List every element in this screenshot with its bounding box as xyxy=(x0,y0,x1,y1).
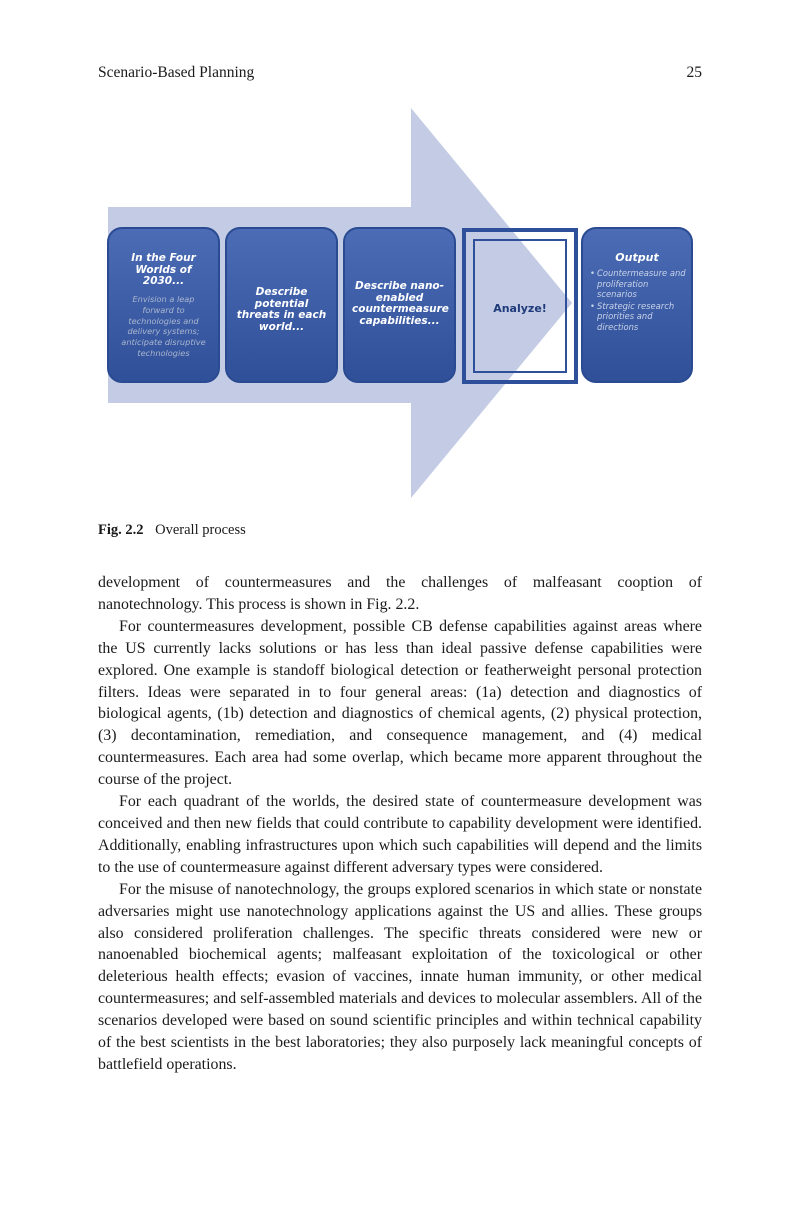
process-figure xyxy=(0,0,800,510)
analyze-label: Analyze! xyxy=(493,302,547,315)
paragraph: development of countermeasures and the challenges of malfeasant cooption of nanotechnology. This process is shown in Fig. 2.2. xyxy=(98,574,702,613)
box-threats-text: Describe potential threats in each world... xyxy=(236,286,327,333)
paragraph: For countermeasures development, possible CB defense capabilities against areas where the US currently lacks solutions or has less than ideal passive defense capabilities were explored. One example is standoff biological detection or featherweight personal protection filters. Ideas were separated in to four general areas: (1a) detection and diagnostics of biological agents, (1b) detection and diagnostics of chemical agents, (2) physical protection, (3) decontamination, remediation, and consequence management, and (4) medical countermeasures. Each area had some overlap, which became more apparent throughout the course of the project. xyxy=(98,617,702,789)
box-countermeasures-text: Describe nano-enabled countermeasure capabilities... xyxy=(352,280,449,327)
page-number: 25 xyxy=(686,64,702,81)
paragraph: For each quadrant of the worlds, the desired state of countermeasure development was conceived and then new fields that could contribute to capability development were identified. Additionally, enabling infrastructures upon which such capabilities will depend and the limits to the use of countermeasure against different adversary types were considered. xyxy=(98,793,702,876)
output-item: • Countermeasure and proliferation scenarios xyxy=(590,268,686,300)
box-worlds-title: In the Four Worlds of 2030... xyxy=(131,252,196,287)
box-worlds-subtitle: Envision a leap forward to technologies and delivery systems; anticipate disruptive technologies xyxy=(121,294,206,358)
output-list xyxy=(590,268,686,333)
caption-label: Fig. 2.2 xyxy=(98,522,144,538)
figure-caption xyxy=(98,522,246,539)
caption-text: Overall process xyxy=(155,522,246,538)
running-title: Scenario-Based Planning xyxy=(98,64,255,81)
paragraph: For the misuse of nanotechnology, the groups explored scenarios in which state or nonstate adversaries might use nanotechnology applications against the US and allies. These groups also considered proliferation challenges. The specific threats considered were new or nanoenabled biochemical agents; malfeasant exploitation of the toxicological or other deleterious health effects; evasion of vaccines, innate human immunity, or other medical countermeasures; and self-assembled materials and devices to molecular assemblers. All of the scenarios developed were based on sound scientific principles and within technical capability of the best scientists in the best laboratories; they also purposely lack meaningful concepts of battlefield operations. xyxy=(98,880,702,1073)
box-output-title: Output xyxy=(615,251,659,264)
output-item: • Strategic research priorities and directions xyxy=(590,301,686,333)
body-text xyxy=(98,572,702,1076)
